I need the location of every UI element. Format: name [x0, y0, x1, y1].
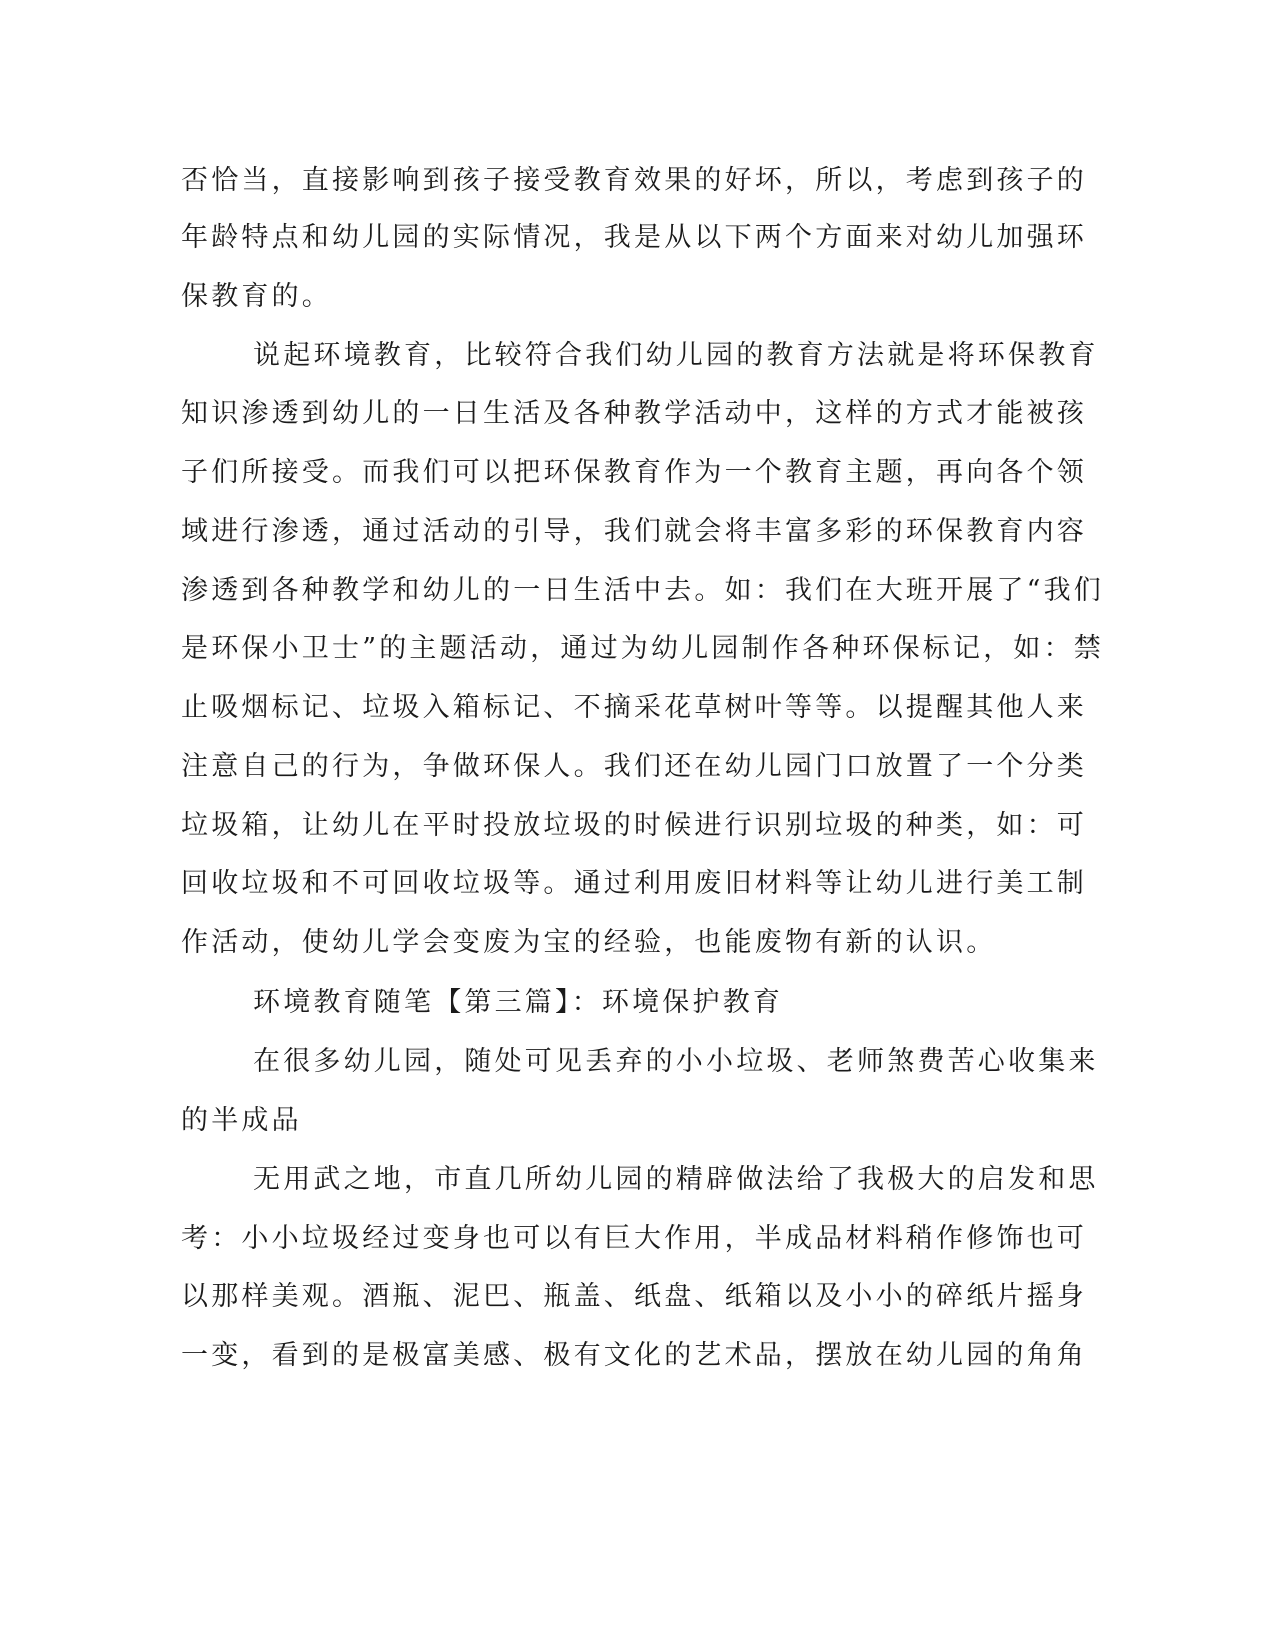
- text-line: 考：小小垃圾经过变身也可以有巨大作用，半成品材料稍作修饰也可: [181, 1223, 1087, 1254]
- text-line: 一变，看到的是极富美感、极有文化的艺术品，摆放在幼儿园的角角: [181, 1340, 1087, 1371]
- text-line: 作活动，使幼儿学会变废为宝的经验，也能废物有新的认识。: [181, 927, 997, 958]
- section-heading: 环境教育随笔【第三篇】：环境保护教育: [253, 987, 784, 1018]
- text-line: 回收垃圾和不可回收垃圾等。通过利用废旧材料等让幼儿进行美工制: [181, 868, 1087, 899]
- text-line: 渗透到各种教学和幼儿的一日生活中去。如：我们在大班开展了“我们: [181, 575, 1105, 606]
- text-line: 止吸烟标记、垃圾入箱标记、不摘采花草树叶等等。以提醒其他人来: [181, 692, 1087, 723]
- text-line: 否恰当，直接影响到孩子接受教育效果的好坏，所以，考虑到孩子的: [181, 165, 1087, 196]
- text-line: 的半成品: [181, 1105, 302, 1136]
- text-line: 以那样美观。酒瓶、泥巴、瓶盖、纸盘、纸箱以及小小的碎纸片摇身: [181, 1281, 1087, 1312]
- text-line: 是环保小卫士”的主题活动，通过为幼儿园制作各种环保标记，如：禁: [181, 633, 1105, 664]
- paragraph-start-line: 无用武之地，市直几所幼儿园的精辟做法给了我极大的启发和思: [253, 1164, 1099, 1195]
- text-line: 子们所接受。而我们可以把环保教育作为一个教育主题，再向各个领: [181, 457, 1087, 488]
- paragraph-start-line: 说起环境教育，比较符合我们幼儿园的教育方法就是将环保教育: [253, 340, 1099, 371]
- text-line: 知识渗透到幼儿的一日生活及各种教学活动中，这样的方式才能被孩: [181, 398, 1087, 429]
- text-line: 垃圾箱，让幼儿在平时投放垃圾的时候进行识别垃圾的种类，如：可: [181, 810, 1087, 841]
- text-line: 注意自己的行为，争做环保人。我们还在幼儿园门口放置了一个分类: [181, 751, 1087, 782]
- text-line: 保教育的。: [181, 281, 332, 312]
- text-line: 年龄特点和幼儿园的实际情况，我是从以下两个方面来对幼儿加强环: [181, 222, 1087, 253]
- text-line: 域进行渗透，通过活动的引导，我们就会将丰富多彩的环保教育内容: [181, 516, 1087, 547]
- paragraph-start-line: 在很多幼儿园，随处可见丢弃的小小垃圾、老师煞费苦心收集来: [253, 1046, 1099, 1077]
